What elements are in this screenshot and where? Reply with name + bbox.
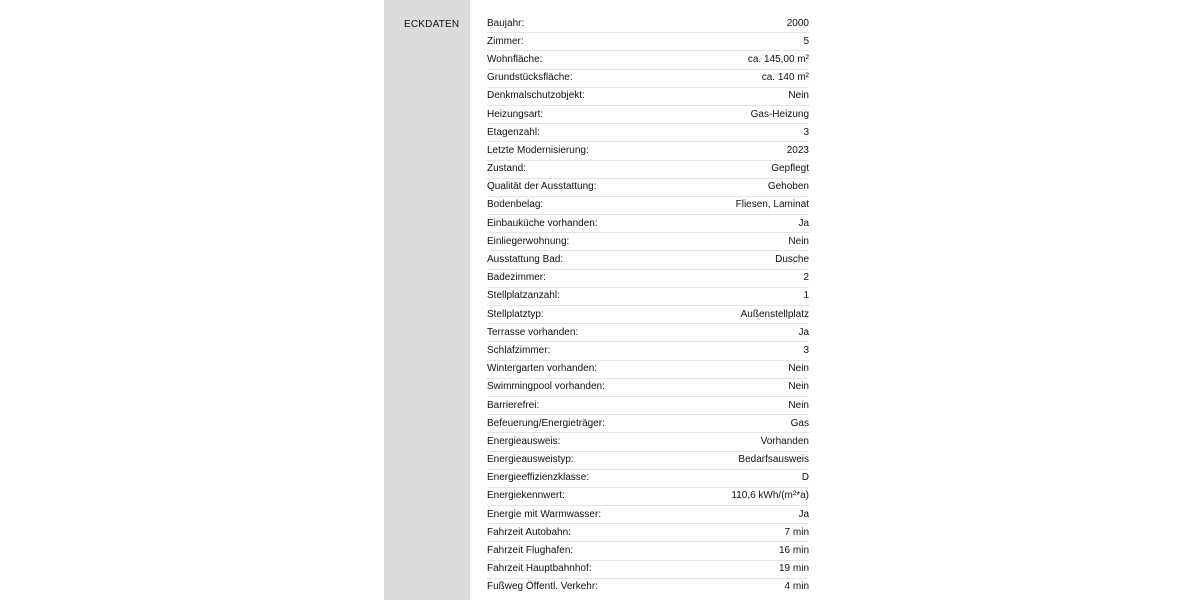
fact-value: Dusche [775, 254, 809, 266]
fact-label: Fahrzeit Hauptbahnhof: [487, 563, 592, 575]
fact-value: Fliesen, Laminat [735, 199, 809, 211]
fact-row [487, 51, 809, 69]
fact-value: Bedarfsausweis [738, 454, 809, 466]
fact-row [487, 561, 809, 579]
fact-row [487, 506, 809, 524]
section-sidebar [384, 0, 470, 600]
fact-label: Einliegerwohnung: [487, 235, 570, 247]
section-title: ECKDATEN [404, 19, 460, 30]
fact-label: Energieeffizienzklasse: [487, 472, 590, 484]
fact-label: Denkmalschutzobjekt: [487, 90, 585, 102]
fact-label: Fußweg Öffentl. Verkehr: [487, 581, 598, 593]
fact-value: 2000 [786, 17, 809, 29]
fact-row [487, 524, 809, 542]
fact-label: Zustand: [487, 163, 526, 175]
fact-value: 2023 [786, 144, 809, 156]
fact-row [487, 452, 809, 470]
fact-label: Terrasse vorhanden: [487, 326, 579, 338]
fact-value: Gepflegt [771, 163, 809, 175]
fact-label: Badezimmer: [487, 272, 546, 284]
fact-row [487, 415, 809, 433]
fact-label: Etagenzahl: [487, 126, 540, 138]
fact-label: Zimmer: [487, 35, 524, 47]
fact-label: Fahrzeit Flughafen: [487, 545, 574, 557]
fact-label: Ausstattung Bad: [487, 254, 564, 266]
fact-label: Wohnfläche: [487, 53, 543, 65]
fact-value: Nein [788, 399, 809, 411]
fact-row [487, 579, 809, 596]
fact-label: Bodenbelag: [487, 199, 544, 211]
fact-row [487, 142, 809, 160]
fact-value: 7 min [784, 526, 809, 538]
fact-value: 3 [803, 344, 809, 356]
fact-label: Wintergarten vorhanden: [487, 363, 598, 375]
key-facts-list [487, 15, 809, 596]
fact-row [487, 106, 809, 124]
fact-label: Fahrzeit Autobahn: [487, 526, 571, 538]
fact-value: 4 min [784, 581, 809, 593]
fact-row [487, 306, 809, 324]
fact-row [487, 215, 809, 233]
fact-row [487, 179, 809, 197]
fact-row [487, 324, 809, 342]
fact-row [487, 161, 809, 179]
fact-label: Grundstücksfläche: [487, 72, 573, 84]
fact-label: Stellplatzanzahl: [487, 290, 560, 302]
fact-value: Nein [788, 363, 809, 375]
fact-value: Nein [788, 235, 809, 247]
fact-label: Schlafzimmer: [487, 344, 551, 356]
fact-row [487, 470, 809, 488]
fact-value: 5 [803, 35, 809, 47]
fact-row [487, 433, 809, 451]
fact-label: Qualität der Ausstattung: [487, 181, 597, 193]
fact-value: Außenstellplatz [740, 308, 809, 320]
fact-value: Gas-Heizung [750, 108, 809, 120]
fact-label: Befeuerung/Energieträger: [487, 417, 605, 429]
fact-value: Gehoben [767, 181, 809, 193]
fact-row [487, 124, 809, 142]
fact-row [487, 342, 809, 360]
fact-value: Ja [798, 326, 809, 338]
fact-value: Nein [788, 381, 809, 393]
fact-value: 2 [803, 272, 809, 284]
fact-label: Energieausweistyp: [487, 454, 574, 466]
fact-label: Energie mit Warmwasser: [487, 508, 602, 520]
fact-label: Heizungsart: [487, 108, 544, 120]
fact-row [487, 270, 809, 288]
fact-row [487, 288, 809, 306]
fact-row [487, 70, 809, 88]
fact-row [487, 33, 809, 51]
fact-value: Gas [790, 417, 809, 429]
fact-value: Vorhanden [760, 435, 809, 447]
fact-label: Barrierefrei: [487, 399, 540, 411]
fact-value: 16 min [778, 545, 809, 557]
fact-label: Baujahr: [487, 17, 525, 29]
fact-row [487, 397, 809, 415]
fact-value: Nein [788, 90, 809, 102]
fact-label: Einbauküche vorhanden: [487, 217, 598, 229]
fact-row [487, 361, 809, 379]
fact-label: Letzte Modernisierung: [487, 144, 589, 156]
fact-row [487, 15, 809, 33]
fact-value: Ja [798, 508, 809, 520]
fact-value: ca. 145,00 m² [747, 53, 809, 65]
fact-label: Swimmingpool vorhanden: [487, 381, 605, 393]
fact-value: D [801, 472, 809, 484]
fact-value: 3 [803, 126, 809, 138]
fact-row [487, 542, 809, 560]
fact-row [487, 251, 809, 269]
fact-label: Stellplatztyp: [487, 308, 544, 320]
fact-row [487, 88, 809, 106]
fact-value: 1 [803, 290, 809, 302]
fact-row [487, 233, 809, 251]
fact-label: Energieausweis: [487, 435, 561, 447]
fact-value: 110,6 kWh/(m²*a) [731, 490, 809, 502]
fact-row [487, 488, 809, 506]
fact-row [487, 197, 809, 215]
fact-label: Energiekennwert: [487, 490, 565, 502]
fact-value: Ja [798, 217, 809, 229]
fact-value: ca. 140 m² [761, 72, 809, 84]
fact-value: 19 min [778, 563, 809, 575]
fact-row [487, 379, 809, 397]
